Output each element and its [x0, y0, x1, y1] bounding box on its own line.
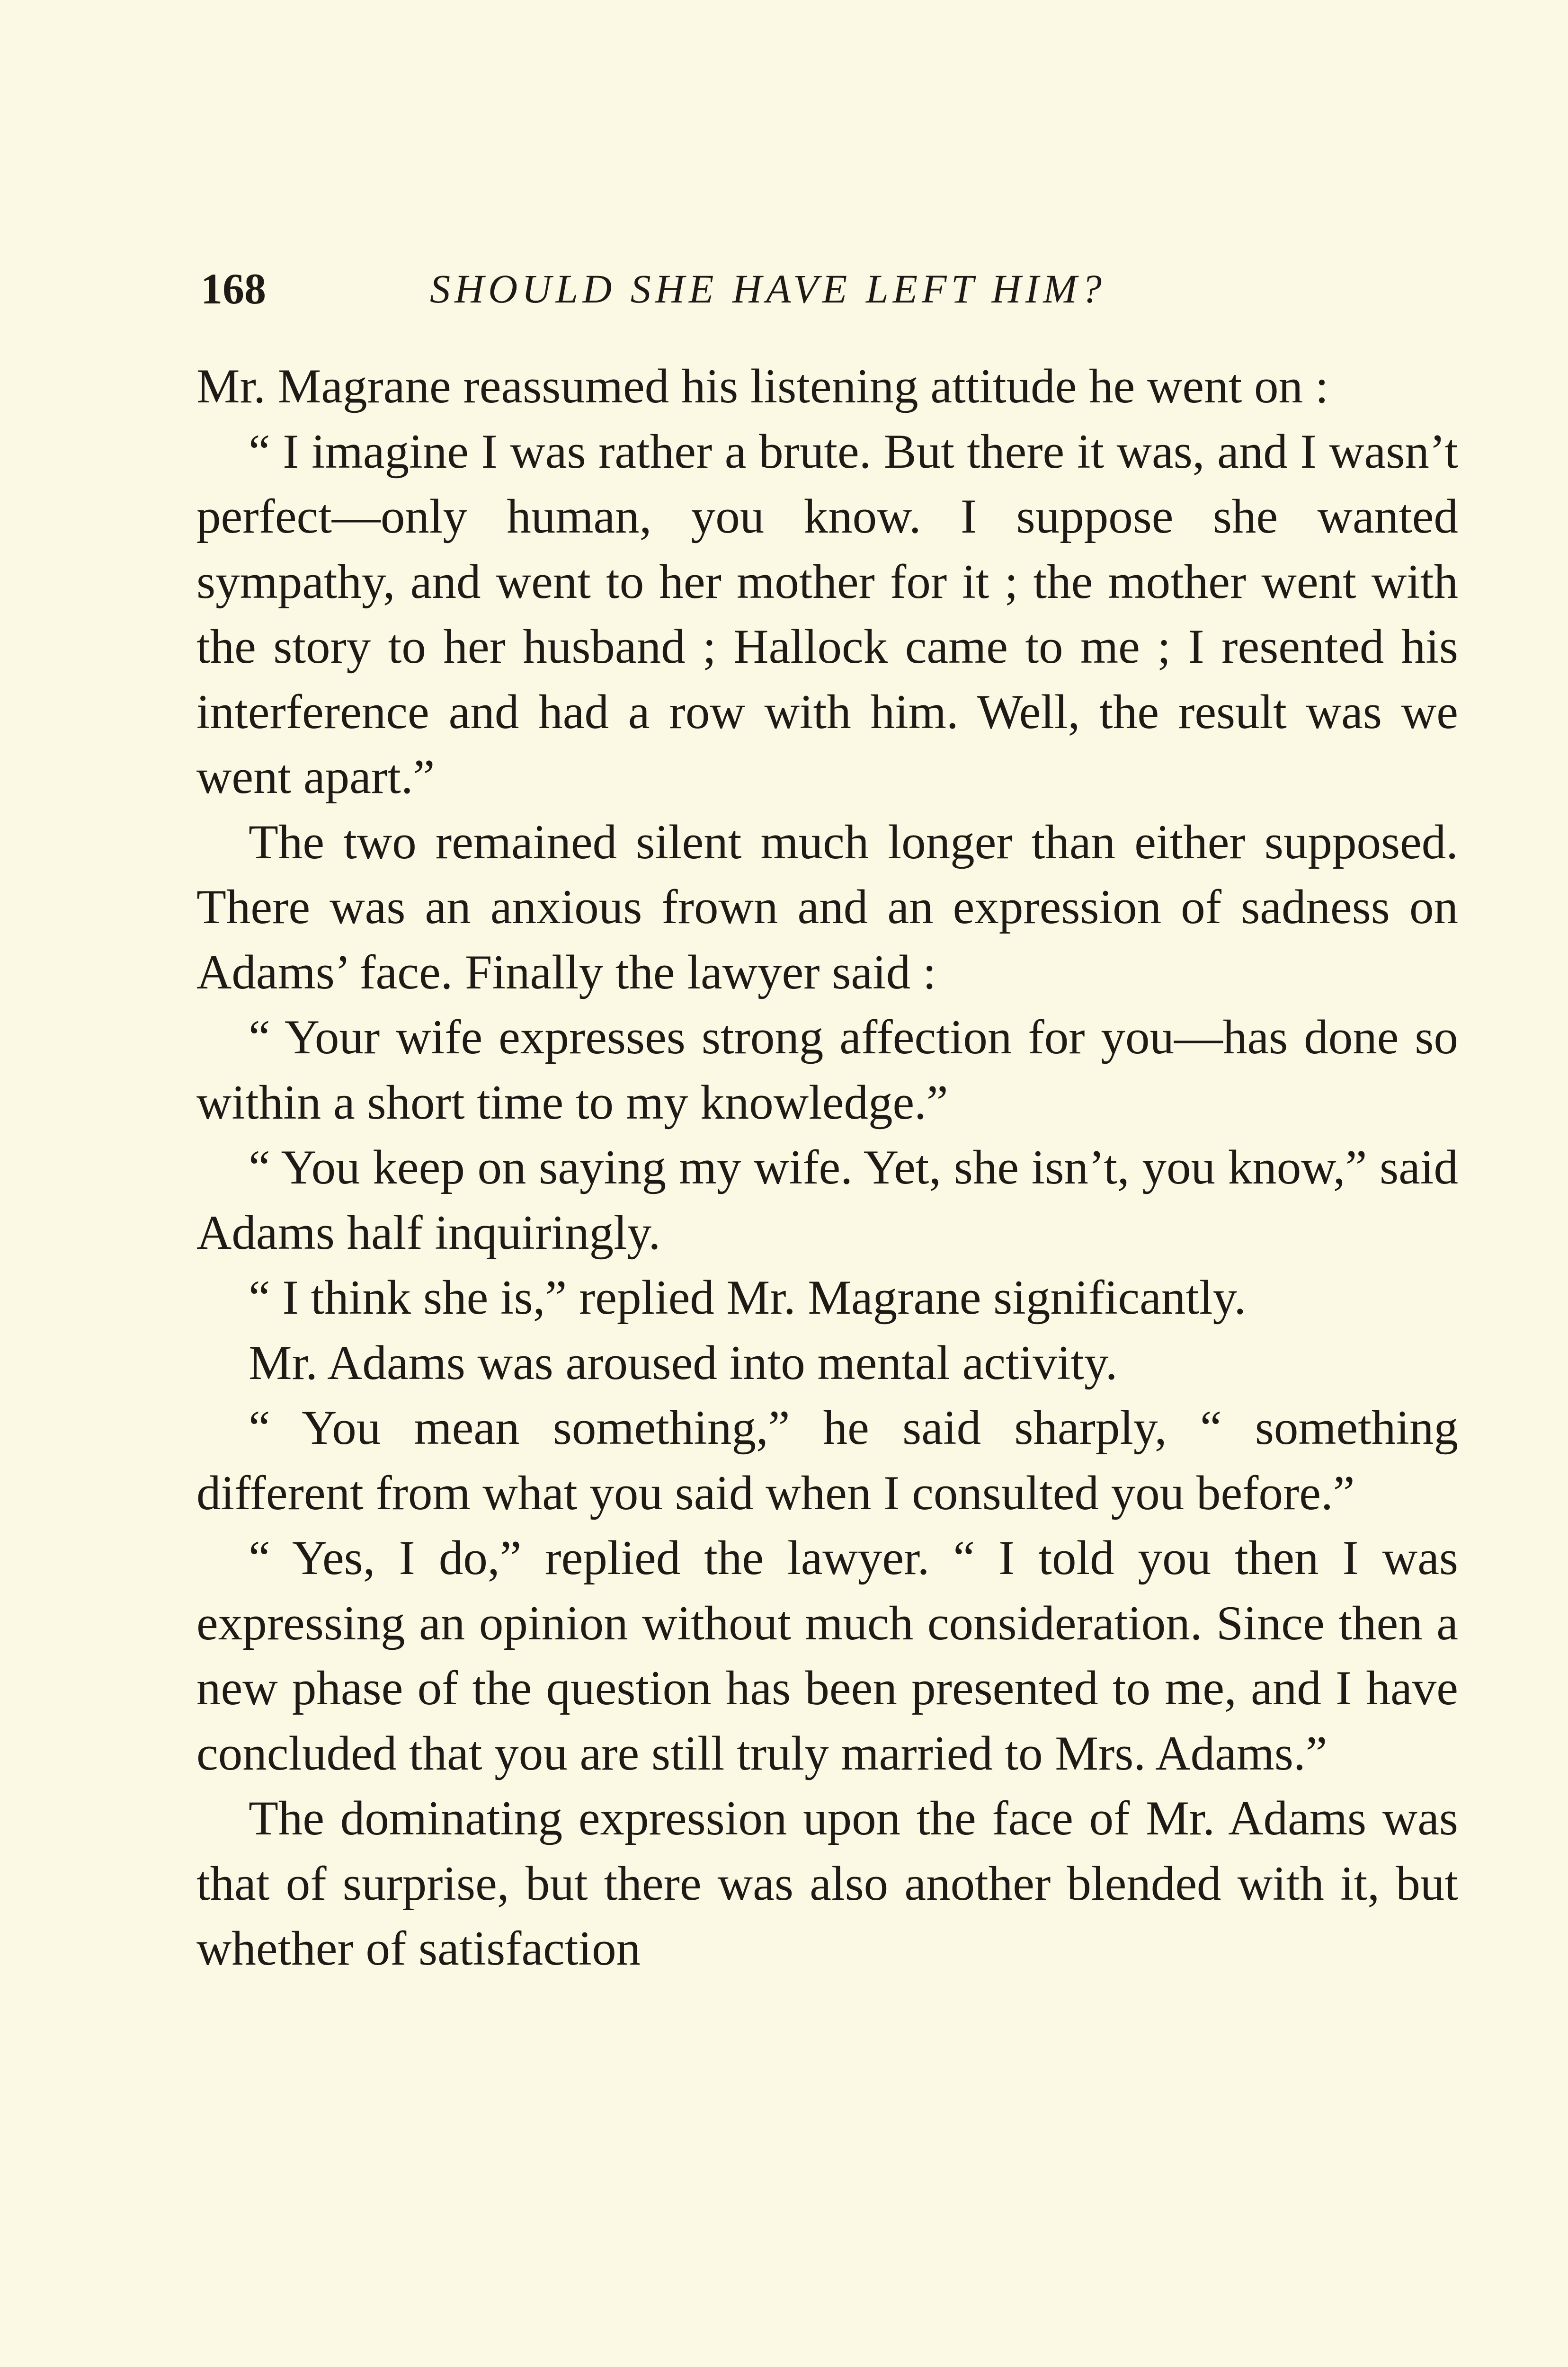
paragraph: “ Your wife expresses strong affection for you—has done so within a short time to my knowledge.” — [196, 1010, 1458, 1130]
paragraph: Mr. Adams was aroused into mental activity. — [249, 1335, 1118, 1390]
paragraph: “ I think she is,” replied Mr. Magrane significantly. — [249, 1271, 1247, 1325]
paragraph: “ I imagine I was rather a brute. But there it was, and I wasn’t perfect—only human, you know. I suppose she wanted sympathy, and went to her mother for it ; the mother went with the story to her husband ; Hallock came to me ; I resented his interference and had a row with him. Well, the result was we went apart.” — [196, 424, 1458, 804]
running-head — [201, 258, 1451, 320]
running-title: SHOULD SHE HAVE LEFT HIM? — [430, 266, 1106, 311]
paragraph: Mr. Magrane reassumed his listening attitude he went on : — [196, 359, 1329, 413]
paragraph: “ You keep on saying my wife. Yet, she isn’t, you know,” said Adams half inquiringly. — [196, 1140, 1458, 1260]
page-number: 168 — [201, 265, 266, 313]
paragraph: “ You mean something,” he said sharply, “ something different from what you said when I consulted you before.” — [196, 1401, 1458, 1520]
body-text — [196, 354, 1458, 1982]
paragraph: The dominating expression upon the face of Mr. Adams was that of surprise, but there was also another blended with it, but whether of satisfaction — [196, 1791, 1458, 1975]
paragraph: The two remained silent much longer than either supposed. There was an anxious frown and an expression of sadness on Adams’ face. Finally the lawyer said : — [196, 815, 1458, 999]
paragraph: “ Yes, I do,” replied the lawyer. “ I told you then I was expressing an opinion without much consideration. Since then a new phase of the question has been presented to me, and I have concluded that you are still truly married to Mrs. Adams.” — [196, 1531, 1458, 1780]
